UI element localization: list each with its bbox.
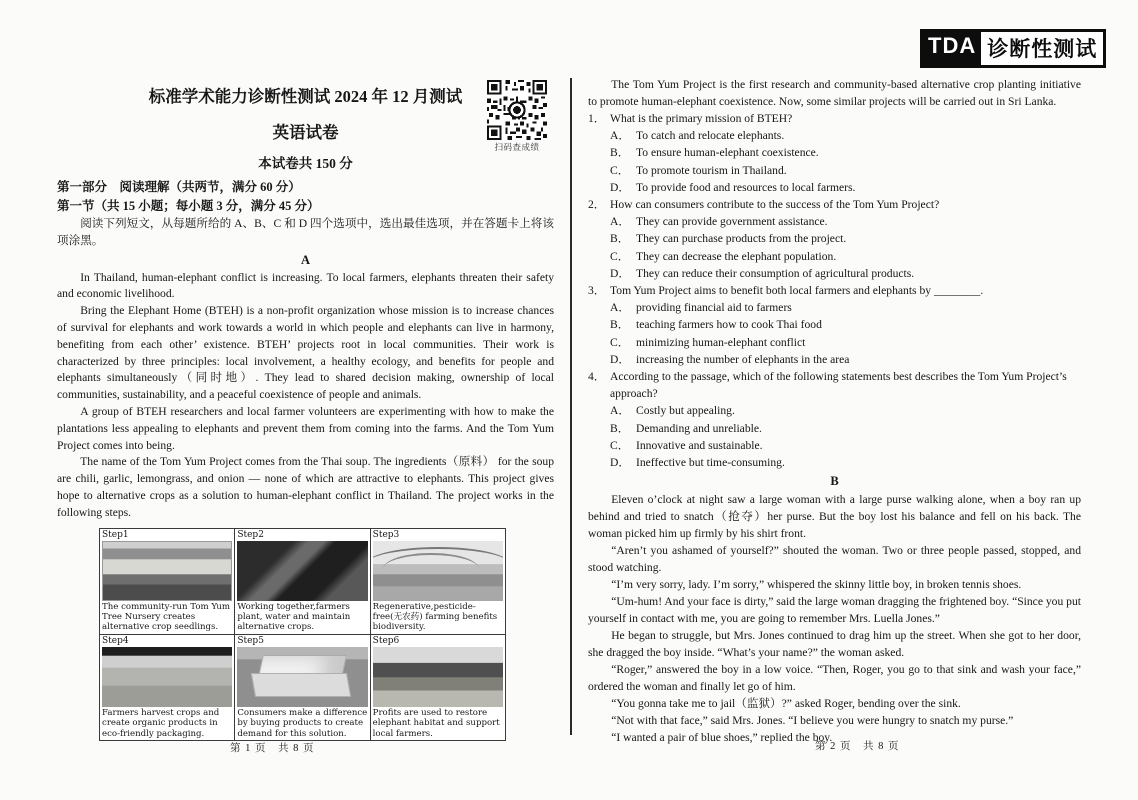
step-cell (235, 528, 370, 634)
option-text: increasing the number of elephants in the area (636, 352, 850, 366)
paragraph: “You gonna take me to jail（监狱）?” asked Roger, bending over the sink. (611, 697, 961, 711)
option-row (588, 162, 1081, 179)
option-row (588, 127, 1081, 144)
option-row (588, 230, 1081, 247)
question-number: 4． (588, 370, 606, 384)
step-label: Step4 (102, 635, 129, 646)
step3-photo (373, 541, 503, 601)
question-text: How can consumers contribute to the success of the Tom Yum Project? (610, 198, 940, 212)
option-text: They can decrease the elephant population. (636, 249, 837, 263)
paragraph: “I wanted a pair of blue shoes,” replied the boy. (611, 731, 833, 745)
option-text: Demanding and unreliable. (636, 421, 762, 435)
page-title: 标准学术能力诊断性测试 2024 年 12 月测试 (148, 87, 463, 106)
step6-photo (373, 647, 503, 707)
option-letter: A． (610, 404, 630, 418)
step-cell (235, 634, 370, 740)
step-cell (100, 528, 235, 634)
option-letter: B． (610, 318, 630, 332)
option-letter: B． (610, 146, 630, 160)
qr-code-icon (487, 80, 547, 140)
option-row (588, 213, 1081, 230)
step5-photo (237, 647, 367, 707)
passage-label-a: A (300, 252, 311, 267)
page-right (588, 76, 1081, 746)
instructions: 阅读下列短文，从每题所给的 A、B、C 和 D 四个选项中，选出最佳选项，并在答题卡上将该项涂黑。 (57, 217, 554, 247)
step-label: Step3 (372, 529, 400, 540)
step1-photo (102, 541, 232, 601)
paragraph: Bring the Elephant Home (BTEH) is a non-profit organization whose mission is to increase chances of survival for elephants and work towards a world in which people and elephants can live in harmony, benefiting from each other’ existence. BTEH’ projects root in local communities. Their work is characterized by three principles: local involvement, a healthy ecology, and benefits for people and elephants simultaneously（同时地）. They lead to shared decision making, ownership of local communities, sustainability, and a peaceful coexistence of people and animals. (57, 304, 554, 402)
step-label: Step6 (372, 635, 400, 646)
step-caption: Consumers make a difference by buying products to create demand for this solution. (237, 707, 368, 739)
option-row (588, 265, 1081, 282)
paragraph: In Thailand, human-elephant conflict is increasing. To local farmers, elephants threaten their safety and economic livelihood. (57, 270, 554, 301)
paragraph: He began to struggle, but Mrs. Jones continued to drag him up the street. When she got to her door, she dragged the boy inside. “What’s your name?” the woman asked. (588, 629, 1081, 660)
step-label: Step2 (237, 529, 264, 540)
subsection-heading: 第一节（共 15 小题；每小题 3 分，满分 45 分） (57, 199, 320, 213)
paragraph: “Um-hum! And your face is dirty,” said the large woman dragging the frightened boy. “Since you put yourself in contact with me, you are going to remember Mrs. Luella Jones.” (588, 595, 1081, 626)
step-label: Step5 (237, 635, 264, 646)
step-cell (370, 634, 505, 740)
step-caption: Profits are used to restore elephant habitat and support local farmers. (372, 707, 500, 739)
tda-logo (920, 29, 1106, 68)
option-letter: A． (610, 129, 630, 143)
option-row (588, 437, 1081, 454)
option-letter: A． (610, 215, 630, 229)
question-number: 3． (588, 284, 606, 298)
intro-paragraph: The Tom Yum Project is the first research and community-based alternative crop planting initiative to promote human-elephant coexistence. Now, some similar projects will be carried out in Sri Lanka. (588, 78, 1081, 108)
step-cell (370, 528, 505, 634)
step2-photo (237, 541, 367, 601)
passage-label-b: B (830, 474, 839, 489)
question-block (588, 368, 1081, 471)
tda-logo-abbr: TDA (923, 32, 981, 65)
step-caption: The community-run Tom Yum Tree Nursery creates alternative crop seedlings. (102, 601, 231, 633)
page-footer-right: 第 2 页 共 8 页 (815, 741, 900, 752)
option-letter: B． (610, 232, 630, 246)
step-cell (100, 634, 235, 740)
page-footer-left: 第 1 页 共 8 页 (230, 743, 315, 754)
option-letter: A． (610, 301, 630, 315)
option-letter: D． (610, 456, 630, 470)
step4-photo (102, 647, 232, 707)
option-text: Innovative and sustainable. (636, 438, 763, 452)
step-label: Step1 (102, 529, 129, 540)
option-text: To catch and relocate elephants. (636, 129, 785, 143)
paragraph: “Roger,” answered the boy in a low voice. “Then, Roger, you go to that sink and wash your face,” ordered the woman and finally let go of him. (588, 663, 1081, 694)
question-text: Tom Yum Project aims to benefit both local farmers and elephants by ________. (610, 284, 984, 298)
option-text: They can purchase products from the project. (636, 232, 847, 246)
option-row (588, 179, 1081, 196)
option-text: To provide food and resources to local farmers. (636, 180, 856, 194)
option-text: They can provide government assistance. (636, 215, 828, 229)
paragraph: “Aren’t you ashamed of yourself?” shouted the woman. Two or three people passed, stopped, and stood watching. (588, 544, 1081, 575)
option-text: To promote tourism in Thailand. (636, 163, 787, 177)
step-caption: Regenerative,pesticide-free(无农药) farming benefits biodiversity. (372, 601, 498, 633)
option-row (588, 144, 1081, 161)
page-left (57, 78, 554, 741)
option-text: providing financial aid to farmers (636, 301, 792, 315)
option-letter: C． (610, 335, 630, 349)
steps-table (99, 528, 506, 741)
step-caption: Farmers harvest crops and create organic products in eco-friendly packaging. (102, 707, 220, 739)
paragraph: A group of BTEH researchers and local farmer volunteers are experimenting with how to make the plantations less appealing to elephants and prevent them from coming into the farms. And the Tom Yum Project comes into being. (57, 404, 554, 452)
qr-block (485, 80, 549, 153)
paragraph: The name of the Tom Yum Project comes from the Thai soup. The ingredients（原料） for the soup are chili, garlic, lemongrass, and onion — none of which are attractive to elephants. This project gives hope to alternative crops as a solution to human-elephant conflict in Thailand. The project works in the following steps. (57, 455, 554, 519)
option-row (588, 299, 1081, 316)
question-number: 2． (588, 198, 606, 212)
tda-logo-name: 诊断性测试 (987, 38, 1098, 61)
paragraph: “I’m very sorry, lady. I’m sorry,” whispered the skinny little boy, in broken tennis shoes. (611, 578, 1022, 592)
question-text: What is the primary mission of BTEH? (610, 112, 793, 125)
option-row (588, 334, 1081, 351)
section-heading: 第一部分 阅读理解（共两节，满分 60 分） (57, 180, 301, 194)
question-number: 1． (588, 112, 606, 125)
exam-subtitle: 英语试卷 (272, 123, 339, 142)
option-letter: C． (610, 163, 630, 177)
step-caption: Working together,farmers plant, water and maintain alternative crops. (237, 601, 351, 633)
qr-caption: 扫码查成绩 (494, 142, 540, 152)
paragraph: “Not with that face,” said Mrs. Jones. “I believe you were hungry to snatch my purse.” (611, 714, 1014, 728)
option-row (588, 420, 1081, 437)
option-letter: C． (610, 438, 630, 452)
option-letter: D． (610, 266, 630, 280)
option-letter: D． (610, 352, 630, 366)
option-row (588, 454, 1081, 471)
option-row (588, 351, 1081, 368)
option-row (588, 402, 1081, 419)
option-text: teaching farmers how to cook Thai food (636, 318, 822, 332)
option-text: To ensure human-elephant coexistence. (636, 146, 819, 160)
option-letter: B． (610, 421, 630, 435)
question-block (588, 282, 1081, 368)
option-text: Costly but appealing. (636, 404, 735, 418)
question-text: According to the passage, which of the following statements best describes the Tom Yum Project’s approach? (610, 370, 1067, 401)
question-block (588, 110, 1081, 196)
option-row (588, 316, 1081, 333)
option-text: They can reduce their consumption of agricultural products. (636, 266, 915, 280)
option-letter: C． (610, 249, 630, 263)
paragraph: Eleven o’clock at night saw a large woman with a large purse walking alone, when a boy ran up behind and tried to snatch（抢夺）her purse. But the boy lost his balance and fell on his back. The woman picked him up firmly by his shirt front. (588, 493, 1081, 541)
option-text: minimizing human-elephant conflict (636, 335, 806, 349)
option-row (588, 248, 1081, 265)
page-divider (570, 78, 572, 735)
question-block (588, 196, 1081, 282)
option-text: Ineffective but time-consuming. (636, 456, 785, 470)
score-line: 本试卷共 150 分 (258, 156, 353, 171)
option-letter: D． (610, 180, 630, 194)
